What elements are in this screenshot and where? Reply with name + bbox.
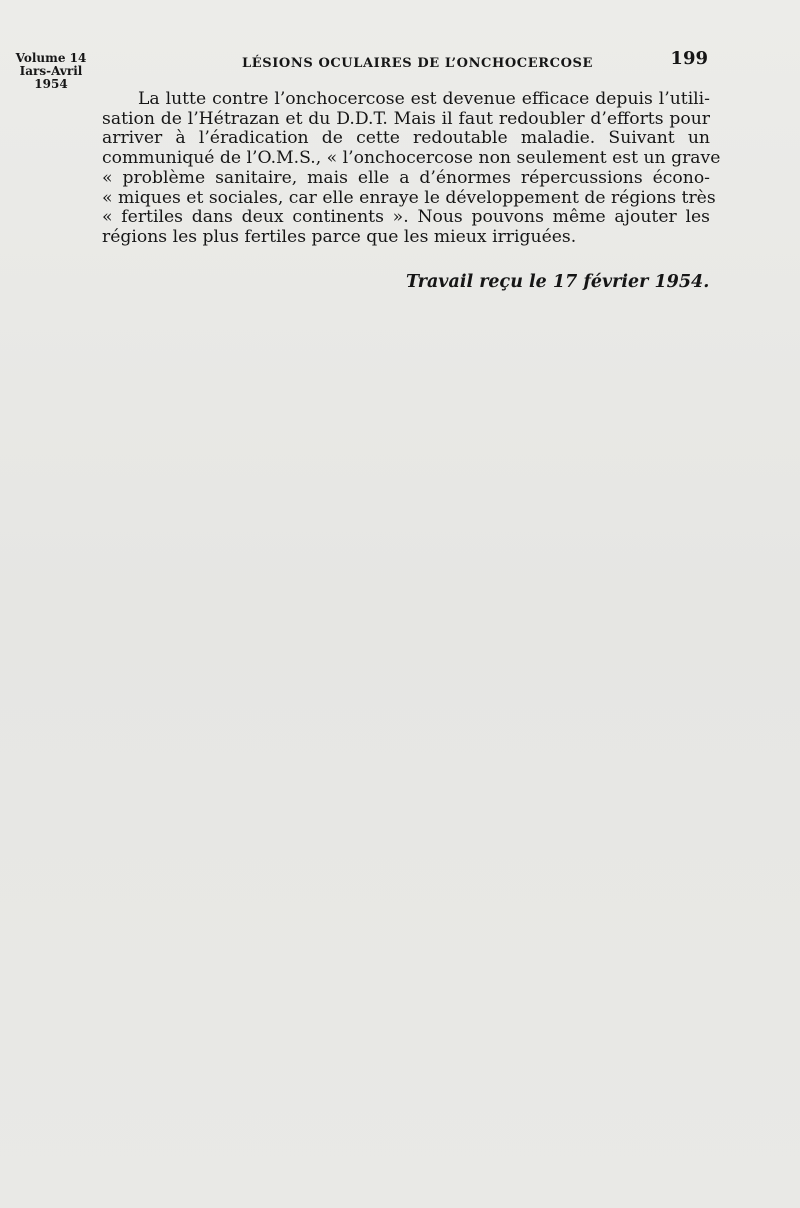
received-date-note: Travail reçu le 17 février 1954. (406, 272, 710, 292)
volume-date: Iars-Avril 1954 (19, 64, 83, 91)
text-line: arriver à l’éradication de cette redoutable maladie. Suivant un (102, 128, 710, 149)
volume-info (6, 52, 96, 91)
text-line: « miques et sociales, car elle enraye le développement de régions très (102, 187, 716, 208)
page-number: 199 (670, 48, 708, 69)
text-line: « problème sanitaire, mais elle a d’énormes répercussions écono- (102, 167, 710, 188)
body-paragraph (102, 89, 721, 248)
text-line: sation de l’Hétrazan et du D.D.T. Mais il faut redoubler d’efforts pour (102, 108, 710, 129)
text-line: « fertiles dans deux continents ». Nous pouvons même ajouter les (102, 207, 710, 228)
text-line: régions les plus fertiles parce que les mieux irriguées. (102, 226, 577, 247)
volume-number: Volume 14 (15, 51, 87, 65)
running-title: LÉSIONS OCULAIRES DE L’ONCHOCERCOSE (242, 56, 594, 71)
text-line: communiqué de l’O.M.S., « l’onchocercose non seulement est un grave (102, 148, 721, 169)
text-line: La lutte contre l’onchocercose est devenue efficace depuis l’utili- (138, 89, 710, 109)
